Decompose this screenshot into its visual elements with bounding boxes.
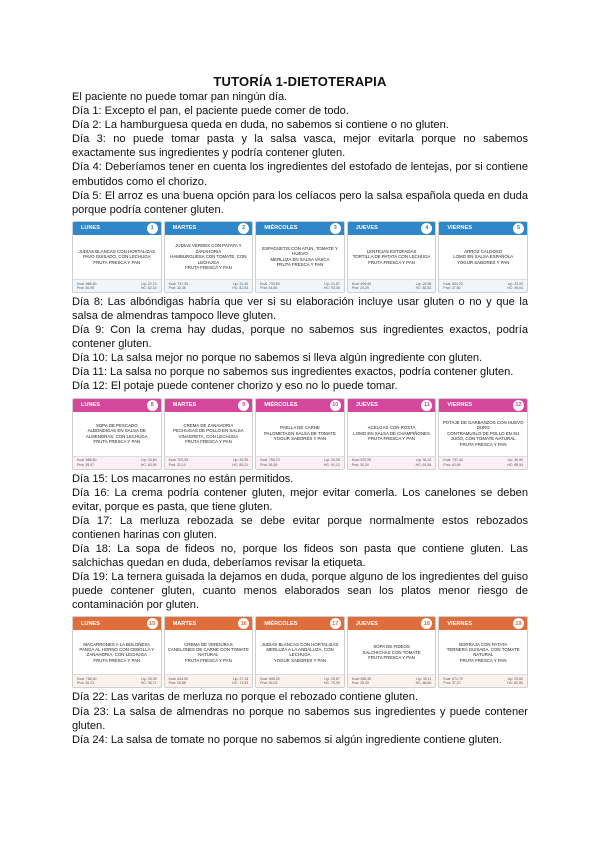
nutrition-value: Prot: 40,99 (77, 285, 95, 290)
menu-day-card (255, 221, 345, 293)
menu-dish: PAVO GUISADO, CON LECHUGA (82, 254, 151, 260)
menu-day-dishes (439, 235, 527, 279)
nutrition-value: Lip: 25,87 (324, 677, 340, 682)
menu-dish: ESPAGUETIS CON ATÚN, TOMATE Y HUEVO (262, 246, 338, 257)
nutrition-value: HC: 62,10 (140, 285, 157, 290)
menu-day-nutrition (165, 674, 253, 687)
menu-dish: PECHUGAS DE POLLO EN SALSA VINAGRETA, CON LECHUGA (173, 428, 244, 439)
menu-day-name: MIÉRCOLES (264, 402, 298, 408)
document-title: TUTORÍA 1-DIETOTERAPIA (213, 74, 387, 89)
menu-day-number: 9 (238, 400, 249, 411)
menu-day-nutrition (256, 674, 344, 687)
nutrition-value: Kcal: 737,35 (168, 281, 189, 286)
nutrition-value: Kcal: 655,30 (351, 677, 372, 682)
menu-day-number: 17 (330, 618, 341, 629)
menu-day-nutrition (73, 456, 161, 469)
paragraph: Día 17: La merluza rebozada se debe evitar porque normalmente estos rebozados contienen harinas con gluten. (72, 514, 528, 541)
menu-day-card (347, 221, 437, 293)
menu-dish: FRUTA FRESCA Y PAN (276, 262, 324, 268)
menu-dish: FRUTA FRESCA Y PAN (185, 438, 232, 444)
menu-day-nutrition (439, 279, 527, 292)
paragraph: Día 5: El arroz es una buena opción para los celíacos pero la salsa española queda en duda porque podría contener gluten. (72, 189, 528, 216)
menu-dish: YOGUR SABORES Y PAN (273, 436, 327, 442)
nutrition-value: Lip: 29,55 (416, 281, 432, 286)
nutrition-value: Lip: 21,57 (324, 281, 340, 286)
paragraph: Día 24: La salsa de tomate no porque no sabemos si algún ingrediente contiene gluten. (72, 733, 502, 746)
menu-day-name: JUEVES (355, 620, 378, 627)
menu-dish: JUDÍAS VERDES CON PATATA Y ZANAHORIA (175, 243, 242, 254)
menu-day-dishes (73, 630, 161, 674)
menu-day-name: LUNES (81, 620, 100, 627)
menu-day-name: MARTES (172, 225, 197, 232)
menu-day-dishes (439, 412, 527, 456)
menu-day-name: LUNES (81, 225, 100, 232)
nutrition-value: Kcal: 670,90 (351, 458, 372, 463)
nutrition-value: HC: 82,81 (415, 285, 432, 290)
menu-day-header (348, 222, 436, 235)
menu-day-name: VIERNES (447, 402, 472, 408)
nutrition-value: Kcal: 671,70 (443, 677, 463, 682)
menu-dish: JUDÍAS BLANCAS CON HORTALIZAS (78, 248, 156, 254)
menu-day-number: 12 (513, 400, 524, 411)
nutrition-value: HC: 62,50 (507, 681, 523, 686)
menu-day-card (347, 616, 437, 688)
menu-day-name: VIERNES (447, 225, 472, 232)
nutrition-value: Lip: 20,13 (141, 281, 157, 286)
nutrition-value: Lip: 33,60 (141, 458, 157, 463)
menu-day-dishes (165, 630, 253, 674)
menu-day-header (73, 617, 161, 630)
nutrition-value: Prot: 36,03 (260, 681, 278, 686)
menu-day-header (439, 399, 527, 412)
nutrition-value: Prot: 43,59 (443, 462, 461, 467)
intro-section (72, 90, 528, 217)
paragraph: Día 12: El potaje puede contener chorizo y eso no lo puede tomar. (72, 380, 398, 393)
menu-dish: YOGUR SABORES Y PAN (456, 259, 510, 265)
menu-day-nutrition (348, 674, 436, 687)
nutrition-value: Lip: 34,22 (416, 458, 432, 463)
menu-day-card (438, 221, 528, 293)
nutrition-value: Lip: 30,11 (416, 677, 432, 682)
menu-day-dishes (256, 630, 344, 674)
menu-dish: SOPA DE FIDEOS (373, 644, 410, 650)
menu-day-dishes (348, 630, 436, 674)
menu-dish: FRUTA FRESCA Y PAN (459, 657, 507, 663)
menu-day-dishes (256, 235, 344, 279)
menu-day-header (165, 222, 253, 235)
nutrition-value: Kcal: 797,40 (443, 458, 463, 463)
paragraph: Día 18: La sopa de fideos no, porque los fideos son pasta que contiene gluten. Las salchichas quedan en duda, deberíamos revisar la etiqueta. (72, 542, 528, 570)
nutrition-value: Lip: 25,39 (141, 677, 157, 682)
mid-section-2 (72, 472, 528, 613)
nutrition-value: Kcal: 699,60 (351, 281, 372, 286)
menu-week-1 (72, 221, 528, 293)
menu-day-header (165, 399, 253, 412)
menu-day-number: 2 (238, 223, 249, 234)
nutrition-value: Prot: 34,66 (260, 285, 278, 290)
menu-day-dishes (73, 235, 161, 279)
menu-day-header (73, 399, 161, 412)
nutrition-value: HC: 74,93 (232, 681, 249, 686)
menu-day-name: VIERNES (447, 620, 472, 627)
menu-day-number: 18 (421, 618, 432, 629)
menu-day-card (72, 398, 162, 470)
end-section (72, 690, 528, 746)
menu-day-number: 15 (147, 618, 158, 629)
nutrition-value: HC: 79,90 (324, 681, 340, 686)
menu-day-number: 5 (513, 223, 524, 234)
menu-day-dishes (165, 235, 253, 279)
menu-day-nutrition (348, 279, 436, 292)
menu-dish: LOMO EN SALSA DE CHAMPIÑONES (353, 430, 430, 436)
menu-day-card (347, 398, 437, 470)
paragraph: Día 2: La hamburguesa queda en duda, no sabemos si contiene o no gluten. (72, 119, 449, 132)
menu-dish: FRUTA FRESCA Y PAN (185, 264, 232, 270)
nutrition-value: Prot: 24,29 (351, 285, 369, 290)
nutrition-value: HC: 61,54 (415, 462, 432, 467)
menu-day-number: 16 (238, 618, 249, 629)
nutrition-value: HC: 91,12 (324, 462, 340, 467)
menu-week-3 (72, 616, 528, 688)
nutrition-value: HC: 81,04 (232, 285, 249, 290)
nutrition-value: Lip: 31,40 (232, 281, 249, 286)
menu-dish: YOGUR SABORES Y PAN (273, 657, 327, 663)
menu-dish: TERNERA GUISADA, CON TOMATE NATURAL (446, 647, 520, 658)
nutrition-value: Kcal: 644,00 (168, 677, 189, 682)
nutrition-value: Lip: 30,90 (507, 458, 523, 463)
menu-day-header (256, 222, 344, 235)
menu-dish: CREMA DE VERDURAS (184, 641, 233, 647)
nutrition-value: Lip: 27,18 (232, 677, 249, 682)
menu-day-card (255, 616, 345, 688)
menu-day-number: 8 (147, 400, 158, 411)
menu-week-2 (72, 398, 528, 470)
nutrition-value: HC: 88,94 (507, 462, 523, 467)
nutrition-value: Prot: 39,21 (77, 681, 95, 686)
menu-dish: PANGA AL HORNO CON CEBOLLA Y ZANAHORIA, CON LECHUGA (79, 647, 155, 658)
menu-day-card (72, 616, 162, 688)
paragraph: Día 23: La salsa de almendras no porque no sabemos sus ingredientes y puede contener gluten. (72, 705, 528, 732)
paragraph: Día 9: Con la crema hay dudas, porque no sabemos sus ingredientes exactos, podría contener gluten. (72, 324, 528, 351)
nutrition-value: Prot: 37,50 (443, 285, 461, 290)
nutrition-value: Prot: 32,10 (168, 462, 186, 467)
menu-dish: LOMO EN SALSA ESPAÑOLA (453, 254, 514, 260)
menu-dish: ALBÓNDIGAS EN SALSA DE ALMENDRAS, CON LECHUGA (85, 428, 148, 439)
menu-day-nutrition (256, 456, 344, 469)
paragraph: Día 10: La salsa mejor no porque no sabemos si lleva algún ingrediente con gluten. (72, 352, 483, 365)
menu-dish: FRUTA FRESCA Y PAN (93, 438, 141, 444)
menu-dish: PALOMETA EN SALSA DE TOMATE (264, 430, 336, 436)
menu-dish: PAELLA DE CARNE (280, 425, 320, 431)
nutrition-value: HC: 95,04 (507, 285, 523, 290)
nutrition-value: Kcal: 733,50 (260, 281, 280, 286)
nutrition-value: HC: 96,71 (140, 681, 157, 686)
nutrition-value: Prot: 35,07 (77, 462, 95, 467)
menu-dish: CONTRAMUSLO DE POLLO EN SU JUGO, CON TOMATE NATURAL (447, 430, 520, 442)
nutrition-value: HC: 68,60 (415, 681, 432, 686)
menu-dish: JUDÍAS BLANCAS CON HORTALIZAS (261, 641, 339, 647)
nutrition-value: HC: 93,30 (324, 285, 340, 290)
nutrition-value: Prot: 32,35 (168, 285, 186, 290)
menu-day-header (256, 399, 344, 412)
menu-day-number: 4 (421, 223, 432, 234)
menu-day-name: JUEVES (355, 402, 378, 408)
menu-dish: FRUTA FRESCA Y PAN (368, 655, 415, 661)
menu-day-number: 10 (330, 400, 341, 411)
paragraph: Día 22: Las varitas de merluza no porque el rebozado contiene gluten. (72, 691, 418, 704)
menu-dish: ACELGAS CON ROSTA (367, 425, 416, 431)
nutrition-value: Kcal: 834,20 (443, 281, 463, 286)
nutrition-value: Kcal: 700,35 (168, 458, 189, 463)
menu-dish: POTAJE DE GARBANZOS CON HUEVO DURO (442, 419, 524, 431)
menu-day-nutrition (439, 674, 527, 687)
menu-dish: SALCHICHAS CON TOMATE (362, 649, 421, 655)
menu-day-nutrition (439, 456, 527, 469)
menu-day-number: 1 (147, 223, 158, 234)
menu-day-number: 11 (421, 400, 432, 411)
nutrition-value: Prot: 36,39 (260, 462, 278, 467)
menu-day-nutrition (256, 279, 344, 292)
menu-day-card (72, 221, 162, 293)
menu-dish: FRUTA FRESCA Y PAN (459, 441, 507, 447)
nutrition-value: Prot: 28,00 (351, 681, 369, 686)
menu-day-header (348, 399, 436, 412)
menu-dish: SOPA DE PESCADO (95, 422, 138, 428)
nutrition-value: Kcal: 686,80 (77, 458, 97, 463)
menu-dish: FRUTA FRESCA Y PAN (368, 436, 415, 442)
menu-day-header (165, 617, 253, 630)
menu-dish: FRUTA FRESCA Y PAN (185, 657, 232, 663)
paragraph: Día 16: La crema podría contener gluten, mejor evitar comerla. Los canelones se deben evitar, porque es pasta, que tiene gluten. (72, 486, 528, 513)
menu-dish: CREMA DE ZANAHORIA (183, 422, 234, 428)
nutrition-value: Kcal: 665,40 (77, 281, 97, 286)
menu-dish: HAMBURGUESA CON TOMATE, CON LECHUGA (170, 254, 247, 265)
menu-day-card (164, 221, 254, 293)
menu-day-header (256, 617, 344, 630)
nutrition-value: Kcal: 768,40 (77, 677, 97, 682)
menu-dish: MACARRONES A LA BOLOÑESA (83, 641, 151, 647)
menu-day-nutrition (348, 456, 436, 469)
menu-dish: CANELONES DE CARNE CON TOMATE NATURAL (167, 647, 249, 658)
menu-day-nutrition (165, 279, 253, 292)
nutrition-value: HC: 63,90 (140, 462, 157, 467)
document-page (72, 74, 528, 747)
paragraph: Día 8: Las albóndigas habría que ver si su elaboración incluye usar gluten o no y que la salsa de almendras tampoco lleve gluten. (72, 295, 528, 322)
menu-dish: ARROZ CALDOSO (464, 248, 503, 254)
nutrition-value: Lip: 30,35 (232, 458, 249, 463)
menu-dish: FRUTA FRESCA Y PAN (368, 259, 415, 265)
nutrition-value: Prot: 37,10 (443, 681, 461, 686)
menu-day-card (438, 398, 528, 470)
menu-day-header (439, 617, 527, 630)
paragraph: Día 19: La ternera guisada la dejamos en duda, porque alguno de los ingredientes del guiso puede contener gluten, cuanto menos elaborados sean los platos menor riesgo de contaminación por gluten. (72, 571, 528, 612)
menu-day-name: MARTES (172, 620, 197, 627)
paragraph: Día 15: Los macarrones no están permitidos. (72, 472, 294, 485)
menu-dish: FRUTA FRESCA Y PAN (93, 657, 141, 663)
menu-day-number: 3 (330, 223, 341, 234)
nutrition-value: Lip: 26,35 (324, 458, 340, 463)
menu-day-card (164, 616, 254, 688)
nutrition-value: HC: 80,21 (232, 462, 249, 467)
menu-day-header (73, 222, 161, 235)
menu-day-dishes (256, 412, 344, 456)
nutrition-value: Lip: 33,00 (507, 281, 523, 286)
menu-day-nutrition (73, 279, 161, 292)
menu-day-name: LUNES (81, 402, 100, 408)
nutrition-value: Prot: 25,88 (168, 681, 186, 686)
nutrition-value: Prot: 30,20 (351, 462, 369, 467)
menu-day-dishes (348, 412, 436, 456)
paragraph: Día 4: Deberíamos tener en cuenta los ingredientes del estofado de lentejas, por si contiene embutidos como el chorizo. (72, 161, 528, 188)
menu-day-header (348, 617, 436, 630)
menu-day-nutrition (165, 456, 253, 469)
menu-day-nutrition (73, 674, 161, 687)
mid-section-1 (72, 295, 528, 394)
menu-dish: BORRAJA CON PATATA (459, 641, 508, 647)
menu-day-dishes (165, 412, 253, 456)
menu-day-header (439, 222, 527, 235)
menu-day-name: MIÉRCOLES (264, 225, 298, 232)
menu-dish: MERLUZA A LA ANDALUZA, CON LECHUGA (266, 647, 334, 658)
nutrition-value: Lip: 29,60 (507, 677, 523, 682)
menu-dish: MERLUZA EN SALSA VASCA (270, 256, 330, 262)
menu-day-dishes (439, 630, 527, 674)
paragraph: El paciente no puede tomar pan ningún día. (72, 91, 288, 103)
menu-dish: LENTEJAS ESTOFADAS (366, 248, 417, 254)
menu-day-card (438, 616, 528, 688)
menu-day-name: MARTES (172, 402, 197, 408)
menu-day-card (255, 398, 345, 470)
menu-day-name: JUEVES (355, 225, 378, 232)
nutrition-value: Kcal: 756,70 (260, 458, 280, 463)
menu-day-card (164, 398, 254, 470)
menu-day-number: 19 (513, 618, 524, 629)
nutrition-value: Kcal: 695,20 (260, 677, 280, 682)
paragraph: Día 3: no puede tomar pasta y la salsa vasca, mejor evitarla porque no sabemos exactamente sus ingredientes y podría contener gluten. (72, 133, 528, 160)
menu-dish: TORTILLA DE PATATA CON LECHUGA (352, 254, 431, 260)
menu-day-dishes (348, 235, 436, 279)
menu-day-dishes (73, 412, 161, 456)
paragraph: Día 1: Excepto el pan, el paciente puede comer de todo. (72, 105, 349, 118)
menu-dish: FRUTA FRESCA Y PAN (93, 259, 141, 265)
paragraph: Día 11: La salsa no porque no sabemos sus ingredientes exactos, podría contener gluten. (72, 366, 514, 379)
menu-day-name: MIÉRCOLES (264, 620, 298, 627)
